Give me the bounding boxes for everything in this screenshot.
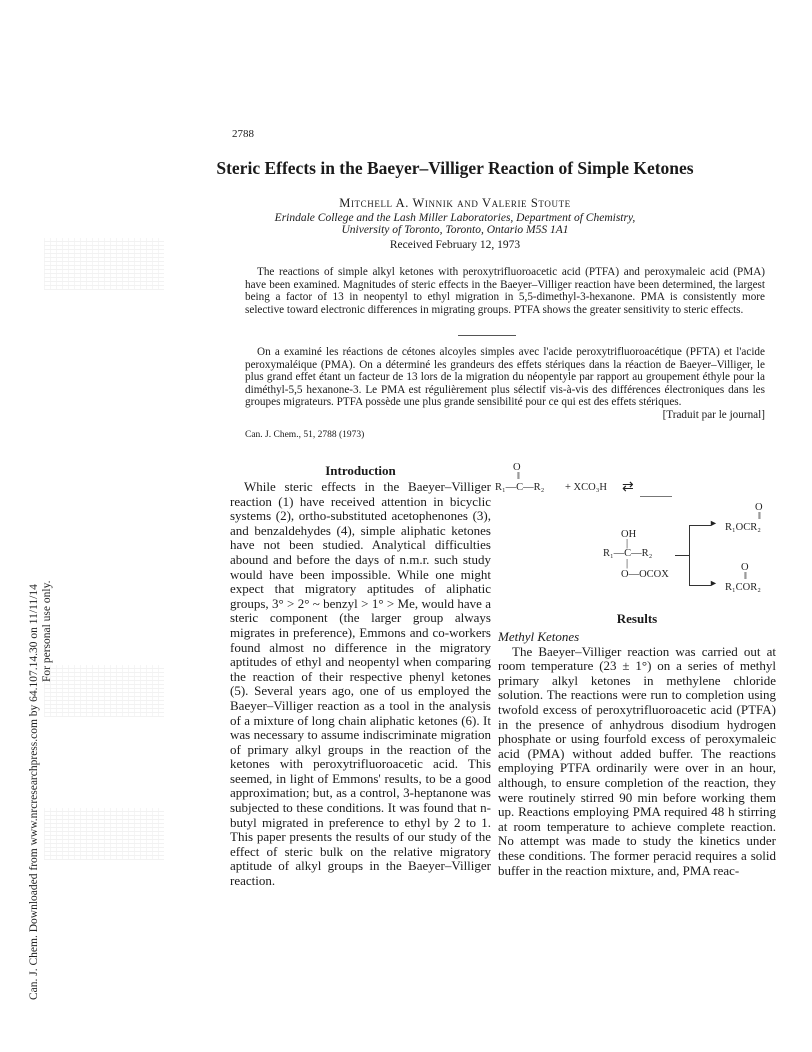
ester-oxygen: O: [741, 562, 749, 573]
branch-lower: [689, 585, 711, 586]
abstract-english: The reactions of simple alkyl ketones with peroxytrifluoroacetic acid (PTFA) and peroxymaleic acid (PMA) have been examined. Magnitudes of steric effects in the Baeyer–Villiger reaction have been determined, the largest being a factor of 13 in neopentyl to ethyl migration in 5,5-dimethyl-3-hexanone. PMA is consistently more selective toward electronic differences in migrating groups. PTFA shows the greater sensitivity to steric effects.: [245, 266, 765, 316]
double-bond: ‖: [517, 471, 520, 482]
ketone-formula: R₁—C—R₂: [495, 482, 545, 493]
hydroxyl-group: OH: [621, 529, 637, 540]
download-notice: [28, 581, 54, 1000]
ester-product-1: R₁OCR₂: [725, 522, 761, 533]
ester-product-2: R₁COR₂: [725, 582, 761, 593]
results-heading: Results: [616, 611, 658, 626]
bond-vertical: |: [626, 558, 629, 569]
introduction-heading: Introduction: [325, 463, 396, 478]
branch-upper: [689, 525, 711, 526]
journal-citation: Can. J. Chem., 51, 2788 (1973): [245, 430, 365, 440]
affiliation: [200, 212, 710, 236]
abstract-french: [245, 346, 765, 422]
affiliation-line2: University of Toronto, Toronto, Ontario M5S 1A1: [341, 224, 569, 236]
peroxy-group: O—OCOX: [621, 569, 669, 580]
scan-artifact: [44, 808, 164, 860]
abstract-french-text: On a examiné les réactions de cétones alcoyles simples avec l'acide peroxytrifluoroacétique (PFTA) et l'acide peroxymaléique (PMA). On a déterminé les grandeurs des effets stériques dans la réaction de Baeyer–Villiger, le plus grand effet étant un facteur de 13 lors de la migration du néopentyle par rapport au groupement éthyle pour la diméthyl-5,5 hexanone-3. Le PMA est régulièrement plus sélectif vis-à-vis des différences électroniques dans les groupes migrateurs. PTFA possède une plus grande sensibilité pour ce qui est des effets stériques.: [245, 346, 765, 409]
equilibrium-arrow: ⇄: [622, 480, 634, 495]
scheme-rule: [640, 496, 672, 497]
scan-artifact: [44, 665, 164, 717]
branch-line: [689, 525, 690, 585]
introduction-column: [230, 480, 491, 889]
arrow-head: ►: [709, 518, 718, 528]
results-subheading: Methyl Ketones: [498, 629, 580, 644]
download-notice-line2: For personal use only.: [41, 580, 53, 682]
bond-vertical: |: [626, 538, 629, 549]
results-paragraph: The Baeyer–Villiger reaction was carried out at room temperature (23 ± 1°) on a series of methyl primary alkyl ketones in methylene chloride solution. The reactions were run to completion using twofold excess of peroxytrifluoroacetic acid (PTFA) in the presence of anhydrous disodium hydrogen phosphate or using fourfold excess of peroxymaleic acid (PMA) without added buffer. The reactions employing PTFA ordinarily were over in an hour, although, to ensure completion of the reaction, they were routinely stirred 90 min before working them up. Reactions employing PMA required 48 h stirring at room temperature to achieve complete reaction. No attempt was made to study the kinetics under these conditions. The former peracid requires a solid buffer in the reaction mixture, and, PMA reac-: [498, 643, 776, 878]
branch-stem: [675, 555, 689, 556]
translation-credit: [Traduit par le journal]: [662, 408, 765, 421]
download-sidebar: [0, 0, 53, 1052]
received-date: Received February 12, 1973: [389, 239, 521, 251]
arrow-head: ►: [709, 578, 718, 588]
abstract-divider: [458, 335, 516, 336]
carbonyl-oxygen: O: [513, 462, 521, 473]
scan-artifact: [44, 238, 164, 290]
reaction-scheme: [495, 462, 785, 602]
criegee-intermediate: R₁—C—R₂: [603, 548, 653, 559]
peracid-reagent: + XCO₃H: [565, 482, 607, 493]
double-bond: ‖: [744, 571, 747, 582]
ester-oxygen: O: [755, 502, 763, 513]
results-column: [498, 630, 776, 878]
article-authors: Mitchell A. Winnik and Valerie Stoute: [339, 196, 571, 210]
introduction-paragraph: While steric effects in the Baeyer–Villiger reaction (1) have received attention in bicyclic systems (2), ortho-substituted acetophenones (3), and benzaldehydes (4), simple aliphatic ketones have not been studied. Analytical difficulties abound and before the days of n.m.r. such study would have been impossible. While one might expect that migratory aptitudes of aliphatic groups, 3° > 2° ~ benzyl > 1° > Me, would have a steric component (the larger group always migrates in preference), Emmons and co-workers found almost no difference in the migratory aptitudes of ethyl and neopentyl when comparing the reaction of their respective phenyl ketones (5). Several years ago, one of us employed the Baeyer–Villiger reaction as a tool in the analysis of a mixture of long chain aliphatic ketones (6). It was necessary to assume indiscriminate migration of primary alkyl groups in the reaction of the ketones with peroxytrifluoroacetic acid. This seemed, in light of Emmons' results, to be a good approximation; but, as a control, 3-heptanone was subjected to these conditions. It was found that n-butyl migrated in preference to ethyl by 2 to 1. This paper presents the results of our study of the effect of steric bulk on the relative migratory aptitude of alkyl groups in the Baeyer–Villiger reaction.: [230, 479, 491, 889]
page-number: 2788: [232, 128, 254, 140]
download-notice-line1: Can. J. Chem. Downloaded from www.nrcresearchpress.com by 64.107.14.30 on 11/11/14: [28, 584, 40, 1000]
article-title: Steric Effects in the Baeyer–Villiger Reaction of Simple Ketones: [216, 158, 694, 178]
affiliation-line1: Erindale College and the Lash Miller Laboratories, Department of Chemistry,: [274, 212, 636, 224]
double-bond: ‖: [758, 511, 761, 522]
